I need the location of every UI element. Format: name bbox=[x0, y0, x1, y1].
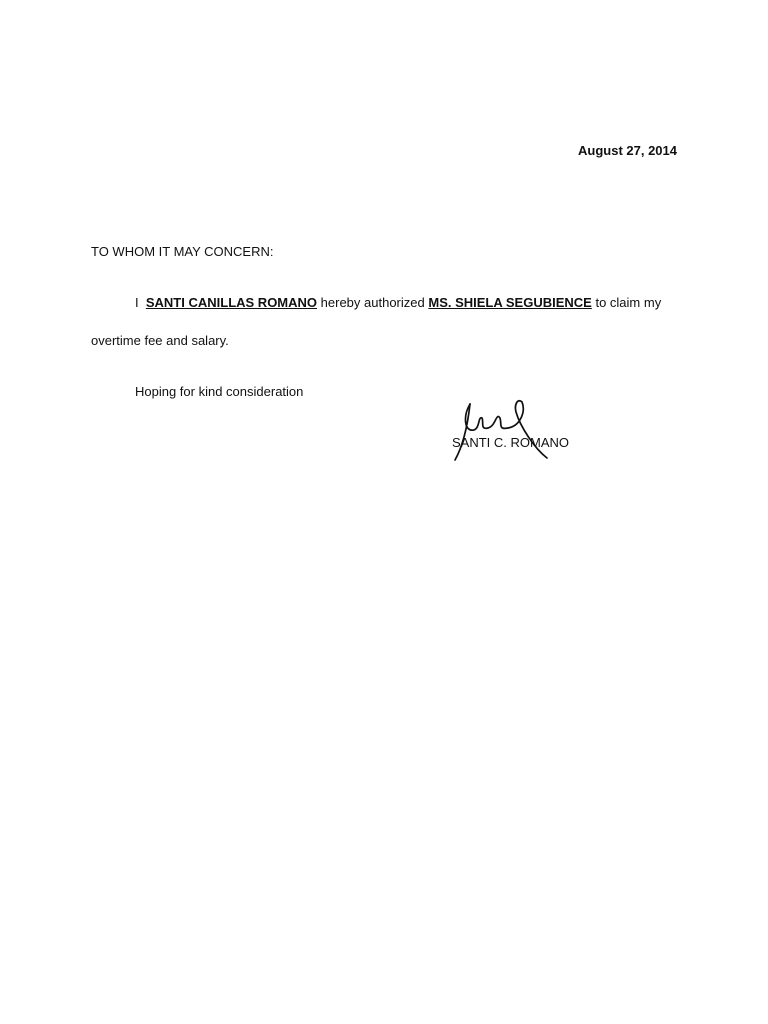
authorization-line-1 bbox=[135, 295, 661, 310]
line1-end: to claim my bbox=[595, 295, 662, 310]
authorization-line-2: overtime fee and salary. bbox=[91, 333, 229, 348]
grantee-name: MS. SHIELA SEGUBIENCE bbox=[428, 295, 592, 310]
verb-phrase: hereby authorized bbox=[320, 295, 425, 310]
signer-name: SANTI C. ROMANO bbox=[452, 435, 570, 450]
pronoun: I bbox=[135, 295, 139, 310]
salutation: TO WHOM IT MAY CONCERN: bbox=[91, 244, 274, 259]
signature-icon bbox=[450, 396, 555, 466]
grantor-name: SANTI CANILLAS ROMANO bbox=[145, 295, 318, 310]
letter-date: August 27, 2014 bbox=[578, 143, 677, 158]
closing-line: Hoping for kind consideration bbox=[135, 384, 304, 399]
